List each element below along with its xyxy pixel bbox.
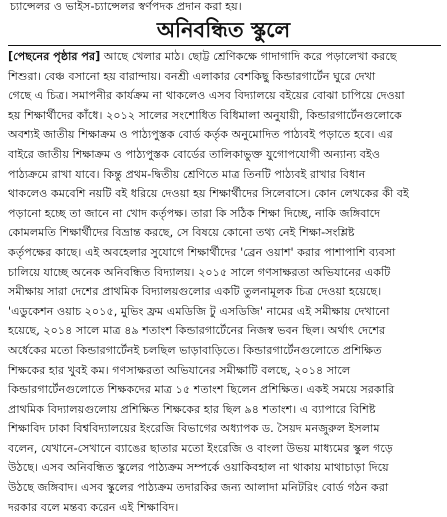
article-line: কোমলমতি শিক্ষার্থীদের বিভ্রান্ত করছে, সে বিষয়ে কোনো তথ্য নেই শিক্ষা-সংশ্লিষ্ট	[8, 226, 355, 240]
article-line: বাইরে জাতীয় শিক্ষাক্রম ও পাঠ্যপুস্তক বোর্ডের তালিকাভুক্ত যুগোপযোগী অন্যান্য বইও	[8, 147, 381, 161]
article-line: থাকলেও কমবেশি নয়টি বই ধরিয়ে দেওয়া হয় শিক্ষার্থীদের সিলেবাসে। কোন লেখকের কী বই	[8, 187, 409, 201]
article-line: শিশুরা। বেঞ্চ বসানো হয় বারান্দায়। বনশ্রী এলাকার বেশকিছু কিন্ডারগার্টেন ঘুরে দেখা	[8, 69, 376, 83]
article-line: দরকার বলে মন্তব্য করেন এই শিক্ষাবিদ।	[8, 500, 179, 514]
article-line	[8, 47, 439, 67]
article-line: বলেন, যেখানে-সেখানে ব্যাঙের ছাতার মতো ইংরেজি ও বাংলা উভয় মাধ্যমের স্কুল গড়ে	[8, 441, 393, 455]
article-line: উঠছে। এসব অনিবন্ধিত স্কুলের পাঠ্যক্রম সম্পর্কে ওয়াকিবহাল না থাকায় মাথাচাড়া দিয়ে	[8, 461, 389, 475]
article-body	[8, 47, 439, 517]
article-line: পাঠ্যক্রমে রাখা যাবে। কিন্তু প্রথম-দ্বিতীয় শ্রেণিতে মাত্র তিনটি পাঠ্যবই রাখার বিধান	[8, 167, 366, 181]
article-line: কিন্ডারগার্টেনগুলোতে শিক্ষকদের মাত্র ১৫ শতাংশ ছিলেন প্রশিক্ষিত। একই সময়ে সরকারি	[8, 383, 395, 397]
article-line: কর্তৃপক্ষের কাছে। এই অবহেলার সুযোগে শিক্ষার্থীদের 'ব্রেন ওয়াশ' করার পাশাপাশি ব্যবসা	[8, 245, 396, 259]
article-line: চালিয়ে যাচ্ছে অনেক অনিবন্ধিত বিদ্যালয়। ২০১৫ সালে গণসাক্ষরতা অভিযানের একটি	[8, 265, 391, 279]
headline: অনিবন্ধিত স্কুলে	[156, 17, 291, 42]
article-line: হয় শিক্ষার্থীদের কাঁধে। ২০১২ সালের সংশোধিত বিধিমালা অনুযায়ী, কিন্ডারগার্টেনগুলোকে	[8, 108, 402, 122]
article-line: উঠছে জঙ্গিবাদ। এসব স্কুলের পাঠ্যক্রম তদারকির জন্য আলাদা মনিটরিং বোর্ড গঠন করা	[8, 481, 389, 495]
article-line: শিক্ষাবিদ ঢাকা বিশ্ববিদ্যালয়ের ইংরেজি বিভাগের অধ্যাপক ড. সৈয়দ মনজুরুল ইসলাম	[8, 422, 380, 436]
article-line: অর্ধেকের মতো কিন্ডারগার্টেনই চলছিল ভাড়াবাড়িতে। কিন্ডারগার্টেনগুলোতে প্রশিক্ষিত	[8, 343, 382, 357]
first-line-text: আছে খেলার মাঠ। ছোট্ট শ্রেণিকক্ষে গাদাগাদি করে পড়ালেখা করছে	[100, 50, 397, 63]
article-line: গেছে এ চিত্র। সমাপনীর কার্যক্রম না থাকলেও এসব বিদ্যালয়ে বইয়ের বোঝা চাপিয়ে দেওয়া	[8, 89, 405, 103]
article-line: সমীক্ষায় সারা দেশের প্রাথমিক বিদ্যালয়গুলোর একটি তুলনামূলক চিত্র দেওয়া হয়েছে।	[8, 285, 382, 299]
previous-article-tail: চ্যান্সেলর ও ভাইস-চ্যান্সেলর স্বর্ণপদক প্রদান করা হয়।	[10, 0, 242, 13]
article-line: পড়ানো হচ্ছে তা জানে না খোদ কর্তৃপক্ষ। তারা কি সঠিক শিক্ষা দিচ্ছে, নাকি জঙ্গিবাদে	[8, 206, 381, 220]
article-line: 'এডুকেশন ওয়াচ ২০১৫, মুভিং ফ্রম এমডিজি টু এসডিজি' নামের এই সমীক্ষায় দেখানো	[8, 304, 390, 318]
article-line: প্রাথমিক বিদ্যালয়গুলোয় প্রশিক্ষিত শিক্ষকের হার ছিল ৯৪ শতাংশ। এ ব্যাপারে বিশিষ্ট	[8, 402, 376, 416]
headline-underline	[8, 45, 441, 46]
article-line: হয়েছে, ২০১৪ সালে মাত্র ৪৯ শতাংশ কিন্ডারগার্টেনের নিজস্ব ভবন ছিল। অর্থাৎ দেশের	[8, 324, 386, 338]
article-line: অবশ্যই জাতীয় শিক্ষাক্রম ও পাঠ্যপুস্তক বোর্ড কর্তৃক অনুমোদিত পাঠ্যবই পড়াতে হবে। এর	[8, 128, 393, 142]
article-line: শিক্ষকের হার খুবই কম। গণসাক্ষরতা অভিযানের সমীক্ষাটি বলছে, ২০১৪ সালে	[8, 363, 351, 377]
continuation-tag: [পেছনের পৃষ্ঠার পর]	[8, 50, 101, 63]
